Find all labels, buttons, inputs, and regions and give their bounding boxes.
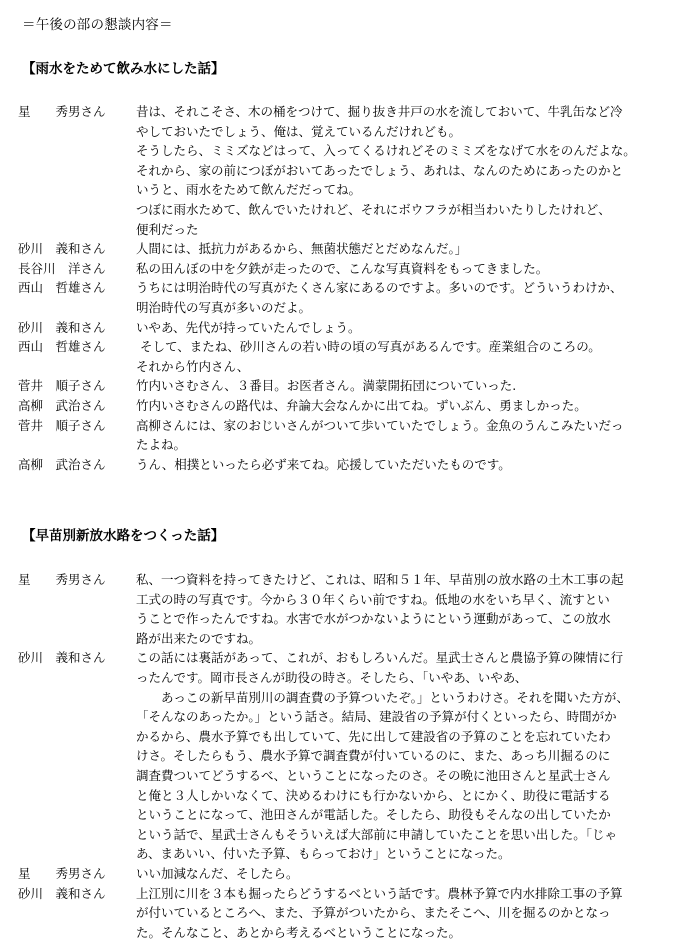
dialogue-line: うん、相撲といったら必ず来てね。応援していただいたものです。 (136, 456, 511, 472)
dialogue-line: そうしたら、ミミズなどはって、入ってくるけれどそのミミズをなげて水をのんだよな。 (136, 143, 636, 159)
dialogue-line: うことで作ったんですね。水害で水がつかないようにという運動があって、この放水 (136, 611, 611, 627)
speaker-name: 星 秀男さん (18, 866, 106, 881)
speaker-name: 高柳 武治さん (18, 456, 106, 472)
dialogue-line: 私、一つ資料を持ってきたけど、これは、昭和５１年、早苗別の放水路の土木工事の起 (136, 572, 624, 587)
dialogue-line: いやあ、先代が持っていたんでしょう。 (136, 319, 361, 335)
section-heading: 【早苗別新放水路をつくった話】 (22, 528, 225, 544)
dialogue-entry (0, 376, 673, 396)
dialogue-line: 竹内いさむさん、３番目。お医者さん。満蒙開拓団についていった. (136, 378, 517, 394)
dialogue-entry (0, 416, 673, 455)
dialogue-entry (0, 318, 673, 338)
dialogue-line: この話には裏話があって、これが、おもしろいんだ。星武士さんと農協予算の陳情に行 (136, 650, 624, 666)
dialogue-entry (0, 570, 673, 648)
dialogue-line: 竹内いさむさんの路代は、弁論大会なんかに出てね。ずいぶん、勇ましかった。 (136, 398, 587, 413)
dialogue-line: かるから、農水予算でも出していて、先に出して建設省の予算のことを忘れていたわ (136, 728, 611, 744)
speaker-name: 砂川 義和さん (18, 241, 106, 257)
dialogue-line: 便利だった (136, 221, 199, 237)
dialogue-line: 工式の時の写真です。今から３０年くらい前ですね。低地の水をいち早く、流すとい (136, 591, 610, 607)
dialogue-line: いい加減なんだ、そしたら。 (136, 866, 299, 881)
speaker-name: 菅井 順子さん (18, 417, 106, 433)
dialogue-line: 私の田んぼの中を夕鉄が走ったので、こんな写真資料をもってきました。 (136, 260, 549, 276)
dialogue-line: 高柳さんには、家のおじいさんがついて歩いていたでしょう。金魚のうんこみたいだっ (136, 417, 624, 433)
dialogue-line: いうと、雨水をためて飲んだだってね。 (136, 182, 362, 198)
speaker-name: 砂川 義和さん (18, 319, 106, 335)
page-title: ＝午後の部の懇談内容＝ (22, 17, 173, 33)
dialogue-line: 人間には、抵抗力があるから、無菌状態だとだめなんだ。」 (136, 241, 468, 257)
dialogue-line: あっこの新早苗別川の調査費の予算ついたぞ。」というわけさ。それを聞いた方が、 (136, 689, 629, 705)
dialogue-line: が付いているところへ、また、予算がついたから、またそこへ、川を掘るのかとなっ (136, 905, 611, 921)
speaker-name: 砂川 義和さん (18, 885, 106, 901)
dialogue-line: そして、またね、砂川さんの若い時の頃の写真があるんです。産業組合のころの。 (136, 339, 601, 355)
dialogue-line: 路が出来たのですね。 (136, 630, 262, 646)
dialogue-line: つぼに雨水ためて、飲んでいたけれど、それにボウフラが相当わいたりしたけれど、 (136, 202, 611, 217)
dialogue-entry (0, 396, 673, 416)
dialogue-entry (0, 864, 673, 884)
dialogue-line: 明治時代の写真が多いのだよ。 (136, 299, 312, 315)
dialogue-line: やしておいたでしょう、俺は、覚えているんだけれども。 (136, 123, 462, 139)
dialogue-line: あ、まあいい、付いた予算、もらっておけ」ということになった。 (136, 846, 511, 862)
dialogue-entry (0, 239, 673, 259)
speaker-name: 星 秀男さん (18, 572, 106, 587)
dialogue-line: ったんです。岡市長さんが助役の時さ。そしたら、「いやあ、いやあ、 (136, 669, 528, 685)
dialogue-line: という話で、星武士さんもそういえば大部前に申請していたことを思い出した。「じゃ (136, 826, 618, 842)
dialogue-line: 昔は、それこそさ、木の桶をつけて、掘り抜き井戸の水を流しておいて、牛乳缶など冷 (136, 104, 623, 119)
dialogue-entry (0, 337, 673, 376)
dialogue-entry (0, 455, 673, 475)
speaker-name: 高柳 武治さん (18, 398, 106, 413)
dialogue-line: 調査費ついてどうするべ、ということになったのさ。その晩に池田さんと星武士さん (136, 767, 611, 783)
dialogue-line: 「そんなのあったか。」という話さ。結局、建設省の予算が付くといったら、時間がか (136, 709, 617, 725)
dialogue-entry (0, 278, 673, 317)
dialogue-line: うちには明治時代の写真がたくさん家にあるのですよ。多いのです。どういうわけか、 (136, 280, 623, 296)
speaker-name: 星 秀男さん (18, 104, 106, 119)
dialogue-line: それから竹内さん、 (136, 358, 250, 374)
dialogue-line: たよね。 (136, 437, 187, 453)
speaker-name: 西山 哲雄さん (18, 339, 106, 355)
dialogue-line: それから、家の前につぼがおいてあったでしょう、あれは、なんのためにあったのかと (136, 162, 624, 178)
dialogue-line: と俺と３人しかいなくて、決めるわけにも行かないから、とにかく、助役に電話する (136, 787, 611, 803)
dialogue-line: ということになって、池田さんが電話した。そしたら、助役もそんなの出していたか (136, 807, 611, 823)
dialogue-entry (0, 259, 673, 279)
dialogue-line: た。そんなこと、あとから考えるべということになった。 (136, 924, 462, 940)
speaker-name: 菅井 順子さん (18, 378, 106, 394)
dialogue-line: 上江別に川を３本も掘ったらどうするべという話です。農林予算で内水排除工事の予算 (136, 885, 623, 901)
dialogue-entry (0, 648, 673, 864)
speaker-name: 長谷川 洋さん (18, 260, 106, 276)
section-heading: 【雨水をためて飲み水にした話】 (22, 61, 225, 77)
speaker-name: 砂川 義和さん (18, 650, 106, 666)
dialogue-entry (0, 884, 673, 943)
speaker-name: 西山 哲雄さん (18, 280, 106, 296)
dialogue-entry (0, 102, 673, 239)
dialogue-line: けさ。そしたらもう、農水予算で調査費が付いているのに、また、あっち川掘るのに (136, 748, 611, 764)
